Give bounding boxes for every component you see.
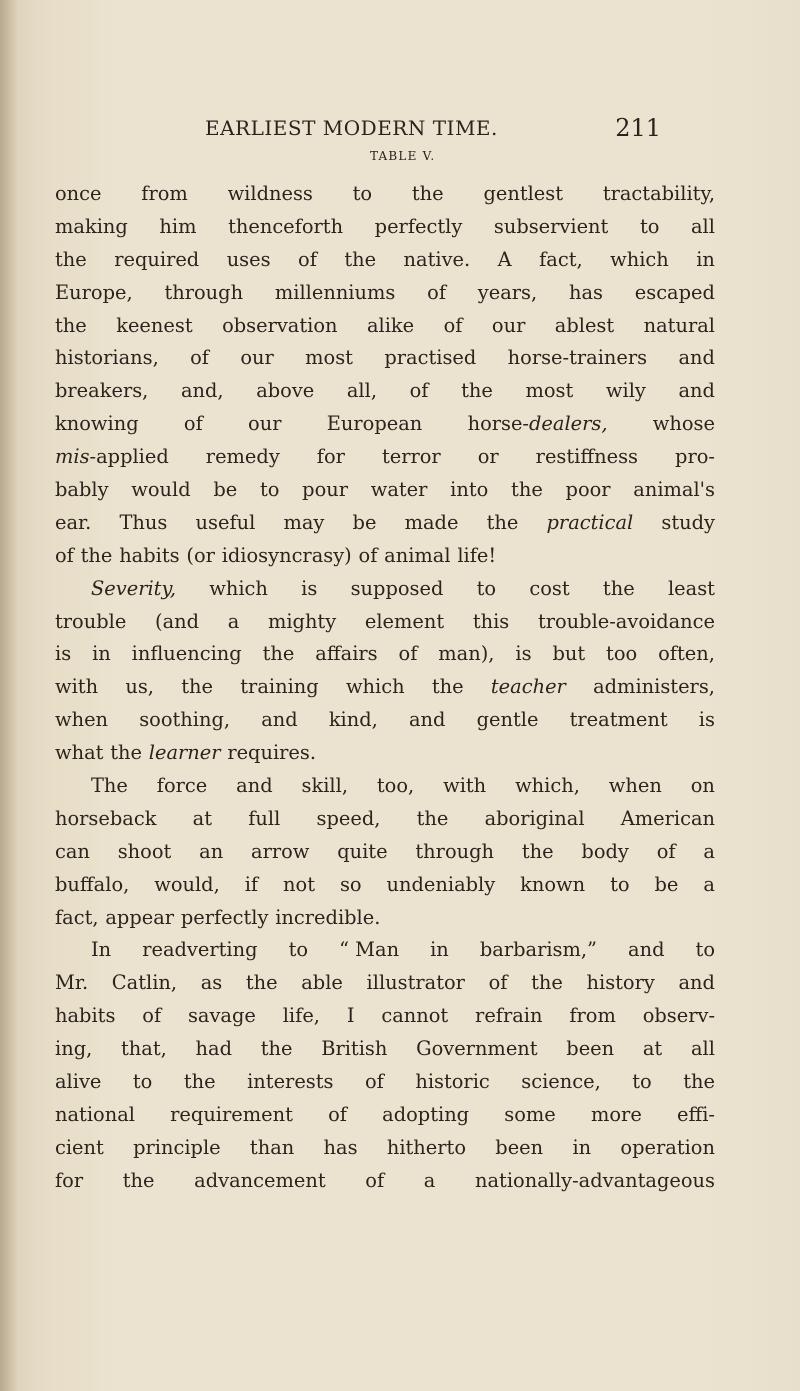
word: Catlin, xyxy=(111,971,178,995)
word: the xyxy=(55,247,87,271)
word: useful xyxy=(195,510,256,534)
word: shoot xyxy=(117,839,172,863)
text-line xyxy=(55,770,715,803)
word: would, xyxy=(154,872,220,896)
word: hitherto xyxy=(386,1135,467,1159)
word: with xyxy=(55,675,99,699)
word: and xyxy=(261,708,298,732)
word: the xyxy=(683,1070,715,1094)
word: Severity, xyxy=(91,576,176,600)
word: training xyxy=(240,675,319,699)
word: the xyxy=(55,313,87,337)
text-line xyxy=(55,836,715,869)
word: the xyxy=(486,510,519,534)
word: is xyxy=(515,642,532,666)
word: been xyxy=(566,1037,615,1061)
word: ear. xyxy=(55,510,92,534)
word: to xyxy=(476,576,497,600)
word: breakers, xyxy=(55,379,149,403)
word: force xyxy=(156,774,208,798)
text-line xyxy=(55,1099,715,1132)
word: which, xyxy=(515,774,580,798)
word: ablest xyxy=(554,313,615,337)
text-line xyxy=(55,638,715,671)
word: practical xyxy=(546,510,634,534)
word: arrow xyxy=(251,839,310,863)
word: readverting xyxy=(142,938,258,962)
word: millenniums xyxy=(274,280,396,304)
word: uses xyxy=(226,247,271,271)
word: skill, xyxy=(301,774,348,798)
word: refrain xyxy=(475,1004,543,1028)
text-line xyxy=(55,244,715,277)
text-line xyxy=(55,902,715,935)
word: alive xyxy=(55,1070,102,1094)
word: I xyxy=(346,1004,355,1028)
word: historic xyxy=(415,1070,490,1094)
text-line xyxy=(55,441,715,474)
word: A xyxy=(497,247,512,271)
word: requirement xyxy=(170,1102,293,1126)
word: known xyxy=(520,872,586,896)
word: required xyxy=(114,247,200,271)
word: undeniably xyxy=(386,872,496,896)
word: or xyxy=(477,445,499,469)
word: on xyxy=(690,774,715,798)
word: fact, xyxy=(55,905,99,929)
text-line xyxy=(55,408,715,441)
text-line xyxy=(55,967,715,1000)
word: native. xyxy=(403,247,471,271)
word: able xyxy=(301,971,343,995)
word: so xyxy=(339,872,362,896)
word: body xyxy=(581,839,629,863)
word: aboriginal xyxy=(484,806,585,830)
word: pro- xyxy=(675,445,715,469)
word: escaped xyxy=(634,280,715,304)
word: from xyxy=(141,182,188,205)
word: the xyxy=(531,971,563,995)
word: to xyxy=(259,478,280,502)
word: (and xyxy=(155,609,200,633)
word: effi- xyxy=(676,1102,715,1126)
word: terror xyxy=(381,445,441,469)
word: ing, xyxy=(55,1037,93,1061)
word: nationally-advantageous xyxy=(474,1168,715,1192)
word: to xyxy=(695,938,715,962)
word: had xyxy=(195,1037,232,1061)
word: gentle xyxy=(476,708,539,732)
word: most xyxy=(525,379,574,403)
word: fact, xyxy=(539,247,583,271)
word: principle xyxy=(133,1135,221,1159)
word: observ- xyxy=(642,1004,715,1028)
word: life! xyxy=(457,543,497,567)
word: often, xyxy=(658,642,715,666)
text-line xyxy=(55,507,715,540)
word: advancement xyxy=(194,1168,326,1192)
word: to xyxy=(610,872,630,896)
word: savage xyxy=(187,1004,256,1028)
word: and xyxy=(628,938,665,962)
word: the xyxy=(511,478,543,502)
word: of xyxy=(365,1168,385,1192)
word: thenceforth xyxy=(228,214,344,238)
word: poor xyxy=(565,478,611,502)
word: of xyxy=(298,247,317,271)
word: most xyxy=(305,346,353,370)
word: has xyxy=(323,1135,358,1159)
text-line xyxy=(55,1132,715,1165)
word: above xyxy=(256,379,315,403)
word: years, xyxy=(477,280,538,304)
word-part: dealers, xyxy=(529,412,608,436)
word: horse-trainers xyxy=(507,346,648,370)
word: history xyxy=(586,971,655,995)
word: perfectly xyxy=(374,214,463,238)
word: a xyxy=(423,1168,436,1192)
word: not xyxy=(283,872,315,896)
word: the xyxy=(344,247,377,271)
word: the xyxy=(245,971,278,995)
word: the xyxy=(260,1037,293,1061)
word: animal xyxy=(384,543,451,567)
word: be xyxy=(213,478,238,502)
word: operation xyxy=(620,1135,715,1159)
word: of xyxy=(328,1102,347,1126)
word: administers, xyxy=(593,675,715,699)
word: at xyxy=(192,806,213,830)
word: more xyxy=(590,1102,642,1126)
word: tractability, xyxy=(602,182,715,205)
running-head xyxy=(205,116,661,148)
word: The xyxy=(91,774,128,798)
word: remedy xyxy=(205,445,280,469)
text-line xyxy=(55,342,715,375)
word: speed, xyxy=(316,806,381,830)
word: national xyxy=(55,1102,135,1126)
word: Europe, xyxy=(55,280,133,304)
word: and xyxy=(678,971,715,995)
word: wily xyxy=(605,379,646,403)
word: quite xyxy=(337,839,388,863)
word: than xyxy=(249,1135,295,1159)
text-line xyxy=(55,1000,715,1033)
word: in xyxy=(572,1135,592,1159)
word: habits xyxy=(119,543,180,567)
word: for xyxy=(55,1168,84,1192)
word: in xyxy=(92,642,111,666)
word: the xyxy=(122,1168,155,1192)
word: trouble-avoidance xyxy=(537,609,715,633)
word: incredible. xyxy=(275,905,381,929)
word: which xyxy=(345,675,405,699)
word: is xyxy=(698,708,715,732)
word: teacher xyxy=(490,675,566,699)
word: us, xyxy=(125,675,154,699)
text-line xyxy=(55,606,715,639)
word: Thus xyxy=(119,510,168,534)
word: made xyxy=(404,510,459,534)
word xyxy=(55,441,169,474)
word: our xyxy=(240,346,274,370)
word: but xyxy=(552,642,586,666)
word: and xyxy=(408,708,446,732)
word: for xyxy=(316,445,345,469)
word: our xyxy=(491,313,526,337)
text-line xyxy=(55,573,715,606)
word: which xyxy=(610,247,669,271)
word: our xyxy=(248,412,282,436)
word: treatment xyxy=(569,708,668,732)
word: appear xyxy=(105,905,175,929)
word: of xyxy=(55,543,74,567)
word: in xyxy=(430,938,449,962)
text-line xyxy=(55,178,715,211)
word: of xyxy=(427,280,446,304)
word: and xyxy=(236,774,273,798)
word: of xyxy=(409,379,429,403)
word: gentlest xyxy=(483,182,564,205)
word: making xyxy=(55,214,128,238)
word: the xyxy=(80,543,113,567)
word: which xyxy=(209,576,268,600)
word: would xyxy=(131,478,191,502)
word: kind, xyxy=(328,708,378,732)
text-line xyxy=(55,737,715,770)
word: all xyxy=(690,1037,715,1061)
word: be xyxy=(352,510,377,534)
word-part: mis xyxy=(55,445,90,469)
word: has xyxy=(568,280,603,304)
word: the xyxy=(183,1070,216,1094)
word: what xyxy=(55,741,104,765)
word: to xyxy=(352,182,373,205)
body-text xyxy=(55,178,715,1198)
word: study xyxy=(661,510,715,534)
word: him xyxy=(159,214,197,238)
word: this xyxy=(472,609,510,633)
word: influencing xyxy=(131,642,242,666)
word: element xyxy=(364,609,445,633)
text-line xyxy=(55,375,715,408)
word: can xyxy=(55,839,90,863)
word: is xyxy=(55,642,72,666)
word: trouble xyxy=(55,609,127,633)
word: interests xyxy=(247,1070,334,1094)
word: life, xyxy=(282,1004,320,1028)
word: least xyxy=(667,576,715,600)
word: cost xyxy=(529,576,570,600)
text-line xyxy=(55,934,715,967)
word xyxy=(468,408,608,441)
word: In xyxy=(91,938,112,962)
word: the xyxy=(416,806,449,830)
word: historians, xyxy=(55,346,159,370)
word: to xyxy=(288,938,309,962)
word: of xyxy=(364,1070,384,1094)
word: perfectly xyxy=(180,905,269,929)
word: in xyxy=(696,247,715,271)
word: a xyxy=(703,839,715,863)
word: a xyxy=(227,609,240,633)
word: habits xyxy=(55,1004,116,1028)
word: barbarism,” xyxy=(479,938,597,962)
word: bably xyxy=(55,478,109,502)
word: man), xyxy=(438,642,495,666)
word: to xyxy=(632,1070,652,1094)
word: of xyxy=(488,971,508,995)
word: of xyxy=(358,543,378,567)
table-subheading: TABLE V. xyxy=(370,149,436,163)
word: at xyxy=(642,1037,663,1061)
word: that, xyxy=(121,1037,167,1061)
word: restiffness xyxy=(535,445,639,469)
word: soothing, xyxy=(139,708,231,732)
word: and xyxy=(678,379,715,403)
text-line xyxy=(55,211,715,244)
word: when xyxy=(608,774,662,798)
word: once xyxy=(55,182,102,205)
word: the xyxy=(431,675,464,699)
word: into xyxy=(450,478,489,502)
word: the xyxy=(181,675,213,699)
text-line xyxy=(55,869,715,902)
word: practised xyxy=(384,346,477,370)
word: with xyxy=(443,774,487,798)
word: some xyxy=(504,1102,556,1126)
text-line xyxy=(55,671,715,704)
word: the xyxy=(411,182,444,205)
word: of xyxy=(142,1004,162,1028)
word: British xyxy=(321,1037,388,1061)
word: through xyxy=(164,280,244,304)
word: mighty xyxy=(267,609,337,633)
word: as xyxy=(200,971,223,995)
word: of xyxy=(398,642,418,666)
word: keenest xyxy=(116,313,193,337)
word: water xyxy=(370,478,428,502)
word: requires. xyxy=(227,741,317,765)
word: if xyxy=(244,872,259,896)
text-line xyxy=(55,704,715,737)
text-line xyxy=(55,310,715,343)
word-part: horse- xyxy=(467,412,529,436)
word: European xyxy=(326,412,423,436)
word: through xyxy=(415,839,495,863)
word: Government xyxy=(416,1037,538,1061)
word: too, xyxy=(376,774,415,798)
word: of xyxy=(656,839,676,863)
word: “ Man xyxy=(339,938,400,962)
word: animal's xyxy=(633,478,715,502)
running-title: EARLIEST MODERN TIME. xyxy=(205,116,498,140)
word: a xyxy=(703,872,715,896)
word: the xyxy=(521,839,554,863)
word: pour xyxy=(302,478,349,502)
word: the xyxy=(602,576,635,600)
text-line xyxy=(55,474,715,507)
word: an xyxy=(199,839,224,863)
word: the xyxy=(262,642,295,666)
text-line xyxy=(55,540,715,573)
text-line xyxy=(55,277,715,310)
word: supposed xyxy=(350,576,444,600)
word: all, xyxy=(346,379,378,403)
word: wildness xyxy=(227,182,313,205)
word: of xyxy=(443,313,463,337)
text-line xyxy=(55,1033,715,1066)
word: the xyxy=(461,379,493,403)
word: all xyxy=(691,214,715,238)
word: from xyxy=(569,1004,616,1028)
word: buffalo, xyxy=(55,872,130,896)
word: the xyxy=(110,741,142,765)
word: subservient xyxy=(493,214,609,238)
word: learner xyxy=(148,741,221,765)
word: cannot xyxy=(381,1004,449,1028)
binding-shadow xyxy=(0,0,18,1391)
word: when xyxy=(55,708,109,732)
text-line xyxy=(55,803,715,836)
word: (or xyxy=(186,543,215,567)
page-number: 211 xyxy=(615,114,661,142)
word: American xyxy=(620,806,715,830)
word: be xyxy=(654,872,679,896)
word: natural xyxy=(643,313,715,337)
word: and xyxy=(678,346,715,370)
text-line xyxy=(55,1066,715,1099)
word: idiosyncrasy) xyxy=(221,543,352,567)
word: may xyxy=(283,510,325,534)
word: to xyxy=(639,214,660,238)
word: of xyxy=(190,346,209,370)
word: been xyxy=(495,1135,544,1159)
word: cient xyxy=(55,1135,104,1159)
word-part: -applied xyxy=(89,445,169,469)
word: science, xyxy=(521,1070,601,1094)
word: full xyxy=(248,806,281,830)
word: Mr. xyxy=(55,971,89,995)
word: knowing xyxy=(55,412,139,436)
word: affairs xyxy=(315,642,378,666)
word: illustrator xyxy=(366,971,465,995)
word: alike xyxy=(366,313,415,337)
word: and, xyxy=(180,379,224,403)
word: whose xyxy=(652,412,715,436)
word: too xyxy=(606,642,638,666)
word: is xyxy=(301,576,318,600)
word: horseback xyxy=(55,806,157,830)
word: observation xyxy=(222,313,338,337)
word: to xyxy=(132,1070,153,1094)
word: of xyxy=(183,412,203,436)
word: adopting xyxy=(382,1102,470,1126)
text-line xyxy=(55,1165,715,1198)
